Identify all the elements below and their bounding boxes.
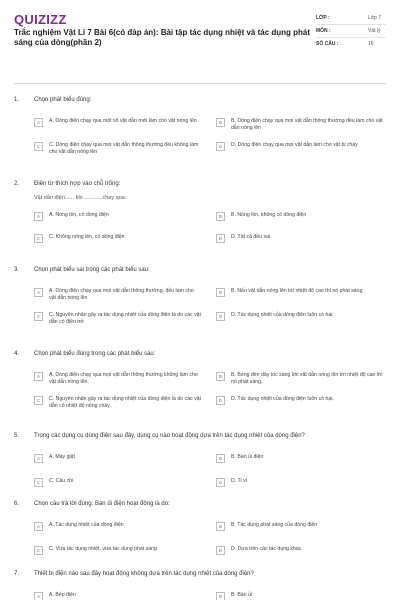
question-number: 4.: [14, 351, 20, 357]
option-letter-box: A: [34, 288, 43, 297]
option-letter-box: A: [34, 454, 43, 463]
option-text: B. Bàn ủi điện: [231, 454, 264, 460]
option-letter-box: C: [34, 546, 43, 555]
option-letter-box: D: [216, 546, 225, 555]
answer-option-c[interactable]: [34, 312, 202, 325]
question-number: 7.: [14, 571, 20, 577]
answer-option-a[interactable]: [34, 118, 202, 127]
question-7: [14, 570, 386, 599]
question-text: Điền từ thích hợp vào chỗ trống:: [34, 181, 121, 187]
option-text: C. Nguyên nhân gây ra tác dụng nhiệt của dòng điện là do các vật dẫn có điện trở: [49, 312, 201, 325]
option-letter-box: B: [216, 288, 225, 297]
answer-option-d[interactable]: [216, 396, 384, 405]
option-letter-box: D: [216, 478, 225, 487]
option-letter-box: D: [216, 234, 225, 243]
option-letter-box: A: [34, 592, 43, 600]
option-letter-box: C: [34, 234, 43, 243]
option-letter-box: D: [216, 312, 225, 321]
answer-option-c[interactable]: [34, 478, 202, 487]
option-letter-box: C: [34, 396, 43, 405]
meta-label: LỚP :: [316, 15, 330, 21]
option-text: A. Dòng điện chạy qua mọi vật dẫn thông thường, đều làm cho vật dẫn nóng lên: [49, 288, 194, 301]
meta-value: Vật lý: [368, 28, 381, 34]
question-header: [14, 500, 386, 508]
meta-value: 16: [368, 41, 374, 47]
worksheet-meta: [316, 12, 386, 50]
answer-option-d[interactable]: [216, 312, 384, 321]
answer-option-d[interactable]: [216, 478, 384, 487]
answer-option-b[interactable]: [216, 118, 384, 131]
option-letter-box: C: [34, 312, 43, 321]
question-3: [14, 266, 386, 325]
option-text: A. Dòng điện chạy qua một số vật dẫn mới làm cho vật nóng lên: [49, 118, 197, 124]
option-text: A. Tác dụng nhiệt của dòng điện: [49, 522, 124, 528]
answer-option-a[interactable]: [34, 288, 202, 301]
option-text: D. Tác dụng nhiệt của dòng điện luôn có hại: [231, 312, 333, 318]
meta-question-count: [316, 38, 386, 50]
question-header: [14, 266, 386, 274]
option-text: A. Bếp điện: [49, 592, 76, 598]
meta-label: MÔN :: [316, 28, 331, 34]
option-text: C. Nguyên nhân gây ra tác dụng nhiệt của dòng điện là do các vật dẫn có nhiệt độ nóng chảy.: [49, 396, 201, 409]
question-header: [14, 432, 386, 440]
meta-class: [316, 12, 386, 25]
option-letter-box: B: [216, 592, 225, 600]
answer-option-c[interactable]: [34, 142, 202, 155]
option-letter-box: A: [34, 212, 43, 221]
answer-option-b[interactable]: [216, 212, 384, 221]
option-text: B. Bàn ủi: [231, 592, 253, 598]
answer-option-a[interactable]: [34, 592, 202, 600]
option-text: B. Tác dụng phát sáng của dòng điện: [231, 522, 318, 528]
option-letter-box: C: [34, 142, 43, 151]
answer-option-c[interactable]: [34, 234, 202, 243]
meta-value: Lớp 7: [368, 15, 382, 21]
question-header: [14, 570, 386, 578]
answer-option-a[interactable]: [34, 212, 202, 221]
option-text: C. Cầu chì: [49, 478, 74, 484]
answer-option-b[interactable]: [216, 522, 384, 531]
worksheet-title: Trắc nghiệm Vật Lí 7 Bài 6(có đáp án): Bài tập tác dụng nhiệt và tác dụng phát sáng của dòng(phần 2): [14, 28, 311, 47]
option-text: C. Vừa tác dụng nhiệt, vừa tác dụng phát sáng: [49, 546, 157, 552]
question-number: 1.: [14, 97, 20, 103]
question-4: [14, 350, 386, 409]
question-header: [14, 96, 386, 104]
answer-option-a[interactable]: [34, 372, 202, 385]
option-text: B. Nóng lên, không có dòng điện: [231, 212, 307, 218]
answer-option-c[interactable]: [34, 546, 202, 555]
question-prompt: Vật dẫn điện...... khi ............chạy qua.: [34, 195, 127, 201]
answer-option-c[interactable]: [34, 396, 202, 409]
option-text: C. Dòng điện chạy qua mọi vật dẫn thông thường đều không làm cho vật dẫn nóng lên: [49, 142, 199, 155]
option-text: B. Bóng đèn dây tóc sáng khi vật dẫn nóng lên tới nhiệt độ cao thì nó phát sáng.: [231, 372, 383, 385]
option-letter-box: A: [34, 372, 43, 381]
answer-option-b[interactable]: [216, 372, 384, 385]
option-text: A. Dòng điện chạy qua mọi vật dẫn thông thường không làm cho vật dẫn nóng lên.: [49, 372, 198, 385]
question-number: 3.: [14, 267, 20, 273]
meta-subject: [316, 25, 386, 38]
option-letter-box: D: [216, 142, 225, 151]
question-text: Thiết bị điện nào sau đây hoạt động không dựa trên tác dụng nhiệt của dòng điện?: [34, 571, 254, 577]
question-1: [14, 96, 386, 155]
option-letter-box: A: [34, 522, 43, 531]
answer-option-b[interactable]: [216, 592, 384, 600]
answer-option-d[interactable]: [216, 546, 384, 555]
question-text: Chọn phát biểu sai trong các phát biểu sau:: [34, 267, 150, 273]
option-letter-box: B: [216, 118, 225, 127]
question-5: [14, 432, 386, 485]
answer-option-b[interactable]: [216, 288, 384, 297]
answer-option-b[interactable]: [216, 454, 384, 463]
answer-option-d[interactable]: [216, 142, 384, 151]
option-text: D. Ti vi: [231, 478, 247, 484]
question-number: 6.: [14, 501, 20, 507]
answer-option-d[interactable]: [216, 234, 384, 243]
option-letter-box: A: [34, 118, 43, 127]
option-text: C. Không nóng lên, có dòng điện: [49, 234, 125, 240]
option-text: A. Máy giặt: [49, 454, 75, 460]
question-text: Chọn phát biểu đúng:: [34, 97, 92, 103]
option-text: A. Nóng lên, có dòng điện: [49, 212, 109, 218]
meta-label: SỐ CÂU :: [316, 41, 339, 47]
option-letter-box: B: [216, 212, 225, 221]
question-header: [14, 180, 386, 188]
option-text: D. Tất cả đều sai: [231, 234, 271, 240]
option-text: D. Tác dụng nhiệt của dòng điện luôn có hại.: [231, 396, 334, 402]
option-letter-box: C: [34, 478, 43, 487]
question-2: [14, 180, 386, 241]
option-letter-box: B: [216, 372, 225, 381]
option-text: D. Dựa trên các tác dụng khác: [231, 546, 302, 552]
option-letter-box: B: [216, 522, 225, 531]
question-number: 2.: [14, 181, 20, 187]
question-6: [14, 500, 386, 553]
option-text: B. Nếu vật dẫn nóng lên tới nhiệt độ cao thì nó phát sáng: [231, 288, 363, 294]
question-text: Chọn phát biểu đúng trong các phát biểu sau:: [34, 351, 156, 357]
option-letter-box: D: [216, 396, 225, 405]
question-header: [14, 350, 386, 358]
question-text: Chọn câu trả lời đúng: Bàn ủi điện hoạt động là do:: [34, 501, 170, 507]
question-text: Trong các dụng cụ dùng điện sau đây, dụng cụ nào hoạt động dựa trên tác dụng nhiệt của dòng điện?: [34, 433, 305, 439]
option-text: B. Dòng điện chạy qua mọi vật dẫn thông thường đều làm cho vật dẫn nóng lên: [231, 118, 383, 131]
option-letter-box: B: [216, 454, 225, 463]
answer-option-a[interactable]: [34, 522, 202, 531]
question-number: 5.: [14, 433, 20, 439]
quizizz-logo[interactable]: QUIZIZZ: [14, 12, 67, 27]
option-text: D. Dòng điện chạy qua mọi vật dẫn làm cho vật bị cháy: [231, 142, 358, 148]
worksheet-header: [14, 0, 386, 84]
answer-option-a[interactable]: [34, 454, 202, 463]
